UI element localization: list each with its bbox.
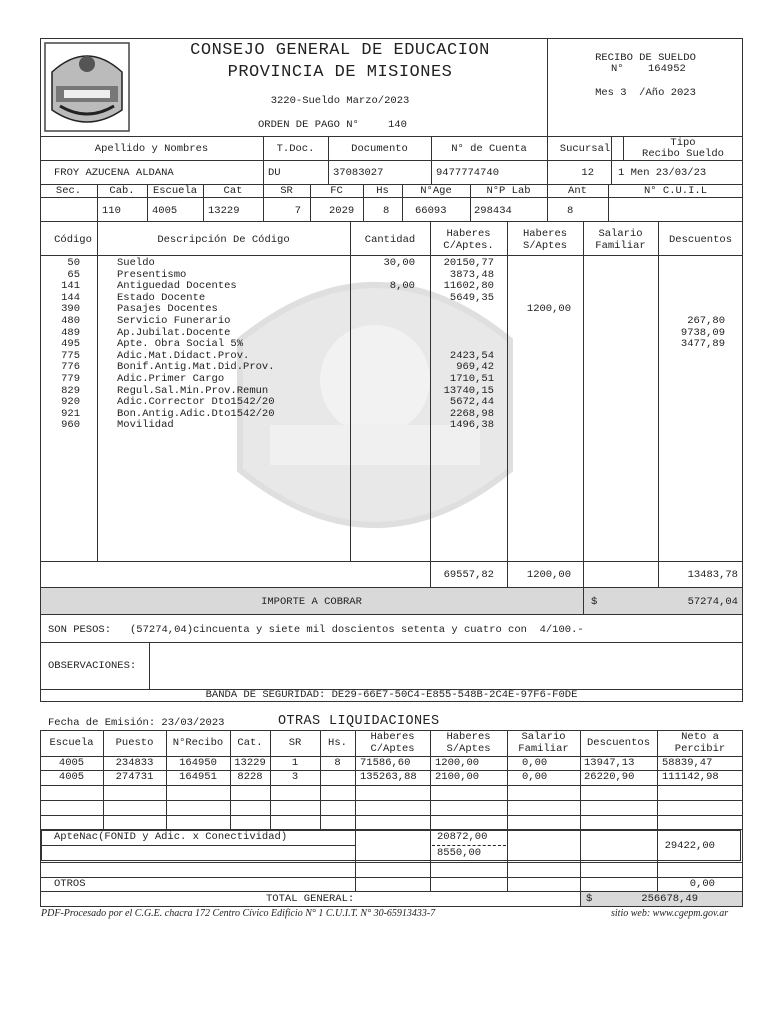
item-descuento: 267,80 xyxy=(687,315,725,327)
province-title: PROVINCIA DE MISIONES xyxy=(227,63,453,82)
code-header-escuela: Escuela xyxy=(152,185,198,197)
importe-value: 57274,04 xyxy=(687,596,738,608)
otras-liquidaciones-title: OTRAS LIQUIDACIONES xyxy=(278,714,440,729)
item-codigo: 50 xyxy=(67,257,80,269)
item-descripcion: Estado Docente xyxy=(117,291,206,304)
item-descripcion: Antiguedad Docentes xyxy=(117,280,237,293)
otras-cell-neto: 111142,98 xyxy=(662,771,719,783)
employee-sucursal: 12 xyxy=(581,167,594,179)
item-codigo: 921 xyxy=(61,407,80,420)
code-value-escuela: 4005 xyxy=(152,205,178,217)
item-descripcion: Adic.Corrector Dto1542/20 xyxy=(117,396,275,409)
code-header-nplab: N°P Lab xyxy=(486,185,531,197)
header-tipo: Tipo xyxy=(670,137,696,149)
otras-cell-hs: 8 xyxy=(334,757,341,769)
otras-header-hs: Hs. xyxy=(328,737,347,749)
otras-header-descuentos: Descuentos xyxy=(586,737,650,749)
item-descripcion: Presentismo xyxy=(117,268,187,281)
recibo-sueldo-label: RECIBO DE SUELDO xyxy=(595,52,696,64)
otras-cell-sr: 3 xyxy=(291,771,299,783)
orden-pago-value: 140 xyxy=(388,119,407,131)
otras-cell-sf: 0,00 xyxy=(522,771,548,783)
item-haberes-c: 2268,98 xyxy=(449,407,494,420)
code-header-cuil: N° C.U.I.L xyxy=(643,185,707,197)
security-band: BANDA DE SEGURIDAD: DE29-66E7-50C4-E855-548B-2C4E-97F6-F0DE xyxy=(205,689,578,701)
employee-cuenta: 9477774740 xyxy=(436,167,500,179)
item-codigo: 776 xyxy=(61,361,80,374)
item-codigo: 144 xyxy=(61,291,80,304)
employee-documento: 37083027 xyxy=(333,167,384,179)
code-value-fc: 2029 xyxy=(329,205,355,217)
code-value-ant: 8 xyxy=(567,205,574,217)
item-haberes-c: 3873,48 xyxy=(449,268,494,281)
item-descripcion: Movilidad xyxy=(117,419,174,432)
otras-cell-hc: 135263,88 xyxy=(360,771,417,783)
code-header-hs: Hs xyxy=(376,185,389,197)
province-seal-logo xyxy=(44,42,130,132)
code-header-sec: Sec. xyxy=(55,185,82,197)
otras-header-escuela: Escuela xyxy=(49,737,94,749)
item-haberes-s: 1200,00 xyxy=(526,303,571,316)
importe-label: IMPORTE A COBRAR xyxy=(261,596,362,608)
code-header-ant: Ant xyxy=(568,185,587,197)
otras-header-hc-1: Haberes xyxy=(370,731,415,743)
payroll-period-subtitle: 3220-Sueldo Marzo/2023 xyxy=(270,95,410,107)
code-header-cat: Cat xyxy=(223,185,243,197)
code-header-sr: SR xyxy=(280,185,293,197)
otras-header-sf-1: Salario xyxy=(521,731,566,743)
otras-cell-hsa: 1200,00 xyxy=(435,757,480,769)
item-cantidad: 30,00 xyxy=(383,257,415,269)
employee-tdoc: DU xyxy=(268,167,281,179)
code-value-cat: 13229 xyxy=(208,205,240,217)
otras-cell-puesto: 274731 xyxy=(115,771,154,783)
son-pesos-text: (57274,04)cincuenta y siete mil doscientos setenta y cuatro con 4/100.- xyxy=(130,624,584,636)
item-cantidad: 8,00 xyxy=(389,280,415,293)
header-cuenta: N° de Cuenta xyxy=(451,143,527,155)
son-pesos-label: SON PESOS: xyxy=(48,624,112,636)
item-codigo: 141 xyxy=(61,280,80,293)
item-descripcion: Pasajes Docentes xyxy=(117,303,218,316)
otras-cell-puesto: 234833 xyxy=(115,757,154,769)
item-descripcion: Adic.Primer Cargo xyxy=(117,373,225,385)
items-header-haberes-c-2: C/Aptes. xyxy=(443,240,494,252)
item-descripcion: Sueldo xyxy=(117,257,155,269)
code-header-fc: FC xyxy=(330,185,343,197)
otras-header-puesto: Puesto xyxy=(115,737,154,749)
item-descripcion: Apte. Obra Social 5% xyxy=(117,338,244,351)
item-descuento: 3477,89 xyxy=(680,338,725,351)
otras-header-sr: SR xyxy=(288,737,302,749)
item-codigo: 390 xyxy=(61,303,80,316)
orden-pago-label: ORDEN DE PAGO N° xyxy=(258,119,359,131)
employee-tipo-recibo: 1 Men 23/03/23 xyxy=(618,167,707,179)
otras-cell-cat: 8228 xyxy=(237,771,263,783)
otras-cell-hc: 71586,60 xyxy=(360,757,411,769)
recibo-number-label: N° xyxy=(611,63,624,75)
total-haberes-s: 1200,00 xyxy=(526,569,571,581)
item-descripcion: Servicio Funerario xyxy=(117,315,231,327)
total-descuentos: 13483,78 xyxy=(687,569,738,581)
items-header-haberes-s-2: S/Aptes xyxy=(522,240,568,252)
otros-label: OTROS xyxy=(54,878,86,890)
item-haberes-c: 2423,54 xyxy=(449,349,494,362)
item-codigo: 779 xyxy=(61,373,80,385)
total-haberes-c: 69557,82 xyxy=(443,569,494,581)
total-general-label: TOTAL GENERAL: xyxy=(266,893,355,905)
recibo-period: Mes 3 /Año 2023 xyxy=(595,87,696,99)
item-haberes-c: 20150,77 xyxy=(443,257,494,269)
otras-cell-recibo: 164951 xyxy=(179,771,217,783)
otras-cell-sr: 1 xyxy=(291,757,299,769)
item-descripcion: Bonif.Antig.Mat.Did.Prov. xyxy=(117,361,275,374)
items-header-cantidad: Cantidad xyxy=(364,234,416,246)
item-haberes-c: 1710,51 xyxy=(449,373,494,385)
otras-cell-neto: 58839,47 xyxy=(662,757,713,769)
otras-cell-recibo: 164950 xyxy=(179,757,217,769)
otras-header-neto-1: Neto a xyxy=(681,731,719,743)
total-general-currency: $ xyxy=(586,893,593,905)
otras-header-neto-2: Percibir xyxy=(674,743,726,755)
code-header-cab: Cab. xyxy=(109,185,135,197)
aptenac-value-2: 8550,00 xyxy=(437,847,482,859)
item-codigo: 65 xyxy=(67,268,80,281)
header-documento: Documento xyxy=(351,143,408,155)
observaciones-label: OBSERVACIONES: xyxy=(48,660,137,672)
items-header-descripcion: Descripción De Código xyxy=(157,234,290,246)
code-value-nplab: 298434 xyxy=(474,205,512,217)
item-haberes-c: 5649,35 xyxy=(449,291,494,304)
code-value-hs: 8 xyxy=(383,205,390,217)
institution-title: CONSEJO GENERAL DE EDUCACION xyxy=(190,41,490,60)
item-codigo: 920 xyxy=(61,396,80,409)
item-descripcion: Adic.Mat.Didact.Prov. xyxy=(117,349,250,362)
item-codigo: 775 xyxy=(61,349,80,362)
items-header-salario-1: Salario xyxy=(598,228,643,240)
item-codigo: 489 xyxy=(61,326,80,339)
code-value-cab: 110 xyxy=(102,205,121,217)
code-value-sr: 7 xyxy=(294,205,301,217)
otras-header-hs-1: Haberes xyxy=(446,731,491,743)
code-value-nage: 66093 xyxy=(415,205,447,217)
item-descripcion: Regul.Sal.Min.Prov.Remun xyxy=(117,384,269,397)
otras-cell-escuela: 4005 xyxy=(58,771,85,783)
otras-cell-sf: 0,00 xyxy=(522,757,548,769)
items-header-haberes-c-1: Haberes xyxy=(446,228,491,240)
aptenac-value-1: 20872,00 xyxy=(437,831,488,843)
total-general-value: 256678,49 xyxy=(641,893,698,905)
otras-header-hs-2: S/Aptes xyxy=(446,743,491,755)
otras-header-cat: Cat. xyxy=(237,737,263,749)
footer-processing-note: PDF-Procesado por el C.G.E. chacra 172 Centro Cívico Edificio N° 1 C.U.I.T. N° 30-65913433-7 xyxy=(41,908,436,919)
employee-name: FROY AZUCENA ALDANA xyxy=(54,167,174,179)
item-haberes-c: 5672,44 xyxy=(449,396,494,409)
items-header-codigo: Código xyxy=(54,234,92,246)
items-header-salario-2: Familiar xyxy=(595,240,646,252)
otras-cell-escuela: 4005 xyxy=(58,757,85,769)
header-sucursal: Sucursal xyxy=(559,143,611,155)
item-descripcion: Bon.Antig.Adic.Dto1542/20 xyxy=(117,407,275,420)
item-haberes-c: 11602,80 xyxy=(443,280,494,293)
item-codigo: 480 xyxy=(61,315,80,327)
recibo-number: 164952 xyxy=(648,63,686,75)
aptenac-label: ApteNac(FONID y Adic. x Conectividad) xyxy=(54,831,288,843)
item-codigo: 960 xyxy=(61,419,80,432)
fecha-emision: Fecha de Emisión: 23/03/2023 xyxy=(48,717,225,729)
header-tdoc: T.Doc. xyxy=(276,143,315,155)
header-recibo-sueldo: Recibo Sueldo xyxy=(642,148,724,160)
code-header-nage: N°Age xyxy=(420,185,452,197)
header-nombre: Apellido y Nombres xyxy=(94,143,209,155)
otras-cell-cat: 13229 xyxy=(234,757,266,769)
item-haberes-c: 13740,15 xyxy=(443,384,494,397)
otras-cell-hsa: 2100,00 xyxy=(435,771,480,783)
items-header-haberes-s-1: Haberes xyxy=(522,228,568,240)
aptenac-neto: 29422,00 xyxy=(664,840,715,852)
footer-website: sitio web: www.cgepm.gov.ar xyxy=(611,908,729,919)
otras-header-sf-2: Familiar xyxy=(518,743,569,755)
item-descuento: 9738,09 xyxy=(680,326,725,339)
item-descripcion: Ap.Jubilat.Docente xyxy=(117,326,231,339)
otras-cell-desc: 26220,90 xyxy=(584,771,635,783)
item-haberes-c: 969,42 xyxy=(456,361,494,374)
items-header-descuentos: Descuentos xyxy=(668,234,732,246)
otras-header-hc-2: C/Aptes xyxy=(370,743,415,755)
otros-value: 0,00 xyxy=(689,878,715,890)
otras-cell-desc: 13947,13 xyxy=(584,757,635,769)
item-haberes-c: 1496,38 xyxy=(449,419,494,432)
importe-currency: $ xyxy=(591,596,598,608)
item-codigo: 495 xyxy=(61,338,80,351)
item-codigo: 829 xyxy=(61,384,80,397)
otras-header-recibo: N°Recibo xyxy=(172,737,224,749)
